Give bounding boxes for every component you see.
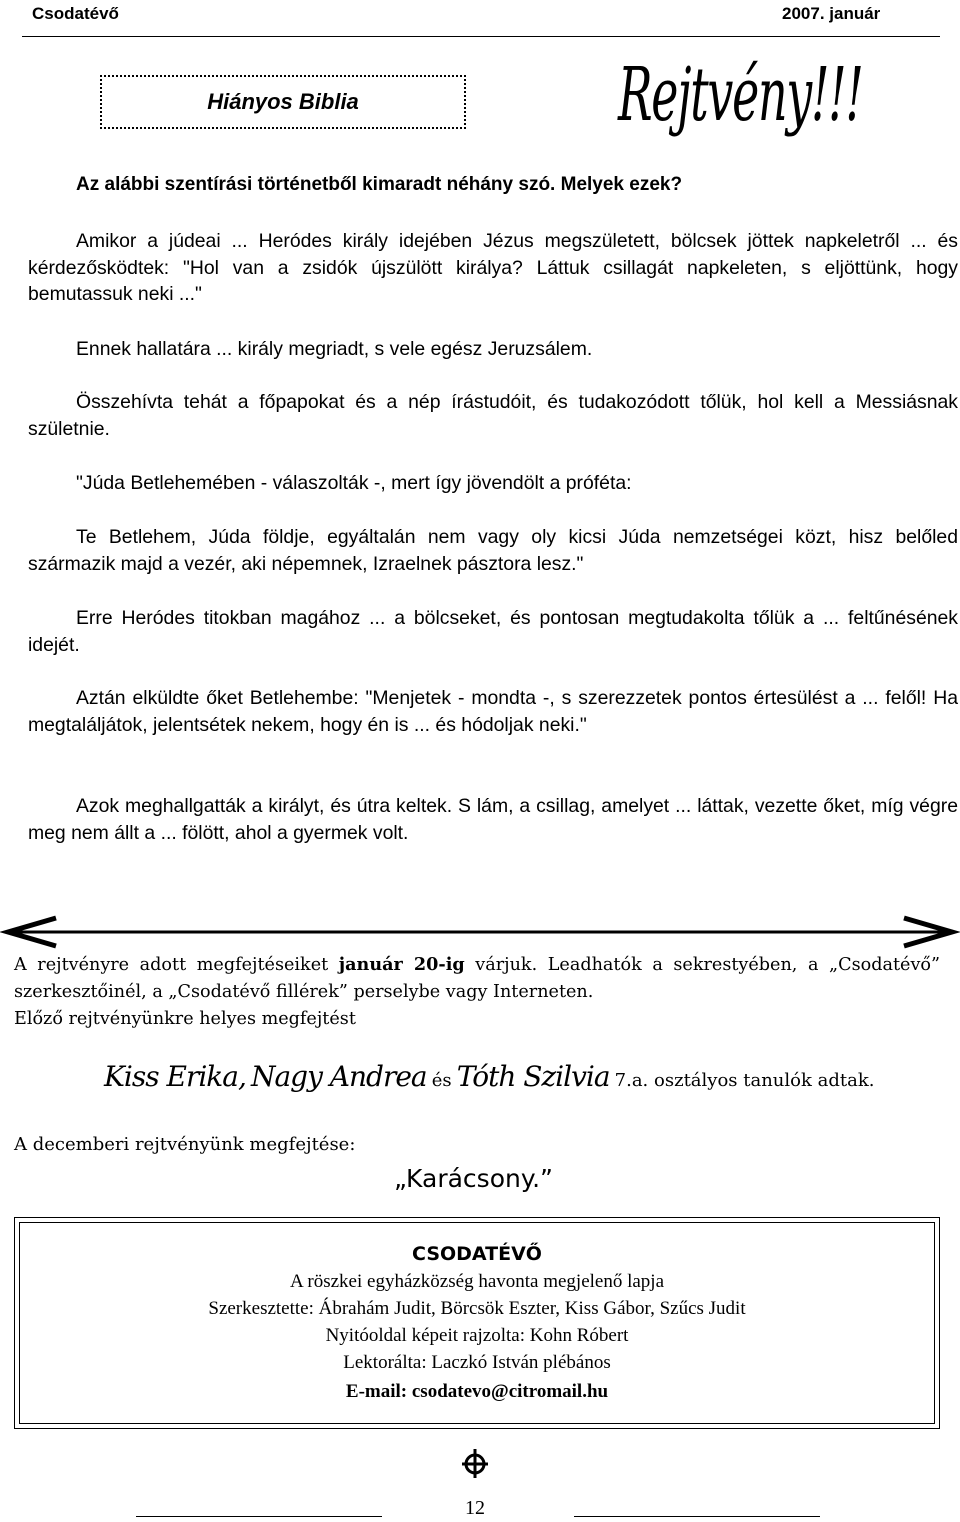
imprint-line: Szerkesztette: Ábrahám Judit, Börcsök Eszter, Kiss Gábor, Szűcs Judit xyxy=(208,1298,746,1319)
december-solution-label: A decemberi rejtvényünk megfejtése: xyxy=(14,1134,356,1155)
header-publication: Csodatévő xyxy=(32,4,119,23)
submission-notice xyxy=(14,951,940,1033)
notice-text: várjuk. Leadhatók a sekrestyében, a „Csodatévő” szerkesztőinél, a „Csodatévő fillérek” perselybe vagy Interneten. xyxy=(14,955,940,1002)
header-date: 2007. január xyxy=(782,4,881,23)
story-paragraph: "Júda Betlehemében - válaszolták -, mert így jövendölt a próféta: xyxy=(76,472,632,494)
header-rule xyxy=(22,36,940,37)
story-paragraph: Ennek hallatára ... király megriadt, s vele egész Jeruzsálem. xyxy=(76,338,593,360)
notice-text: A rejtvényre adott megfejtéseiket xyxy=(14,955,329,975)
winners-line xyxy=(104,1060,874,1093)
winner-name: Tóth Szilvia xyxy=(456,1060,610,1093)
story-paragraph: Aztán elküldte őket Betlehembe: "Menjetek - mondta -, s szerezzetek pontos értesülést a ... felől! Ha megtaláljátok, jelentsétek nekem, hogy én is ... és hódoljak neki." xyxy=(28,687,958,736)
imprint-inner xyxy=(19,1222,935,1424)
page-number: 12 xyxy=(465,1497,485,1519)
cross-icon xyxy=(459,1447,491,1479)
imprint-line: Nyitóoldal képeit rajzolta: Kohn Róbert xyxy=(325,1325,629,1346)
winner-name: Nagy Andrea xyxy=(250,1060,427,1093)
section-title: Hiányos Biblia xyxy=(207,89,359,114)
section-title-box xyxy=(100,75,466,129)
story-paragraph: Azok meghallgatták a királyt, és útra keltek. S lám, a csillag, amelyet ... láttak, vezette őket, míg végre meg nem állt a ... fölött, ahol a gyermek volt. xyxy=(28,795,958,844)
winner-conjunction: és xyxy=(431,1070,452,1091)
winners-class: 7.a. osztályos tanulók adtak. xyxy=(614,1070,875,1091)
deadline: január 20-ig xyxy=(338,954,465,975)
imprint-box xyxy=(14,1217,940,1429)
story-paragraph: Amikor a júdeai ... Heródes király idejében Jézus megszületett, bölcsek jöttek napkeletről ... és kérdezősködtek: "Hol van a zsidók újszülött királya? Láttuk csillagát napkeleten, s eljöttünk, hogy bemutassuk neki ..." xyxy=(28,230,958,305)
puzzle-heading: Rejtvény!!! xyxy=(618,52,863,138)
story-paragraph: Összehívta tehát a főpapokat és a nép írástudóit, és tudakozódott tőlük, hol kell a Messiásnak születnie. xyxy=(28,391,958,440)
imprint-line: A röszkei egyházközség havonta megjelenő lapja xyxy=(289,1271,665,1292)
december-solution: „Karácsony.” xyxy=(394,1164,553,1193)
imprint-title: CSODATÉVŐ xyxy=(412,1243,542,1265)
story-paragraph: Erre Heródes titokban magához ... a bölcseket, és pontosan megtudakolta tőlük a ... feltűnésének idejét. xyxy=(28,607,958,656)
winner-name: Kiss Erika, xyxy=(104,1060,246,1093)
imprint-line: Lektorálta: Laczkó István plébános xyxy=(343,1352,611,1373)
intro-question: Az alábbi szentírási történetből kimaradt néhány szó. Melyek ezek? xyxy=(76,174,683,195)
page-rule-right xyxy=(574,1516,820,1517)
story-paragraph: Te Betlehem, Júda földje, egyáltalán nem vagy oly kicsi Júda nemzetségei közt, hisz belőled származik majd a vezér, aki népemnek, Izraelnek pásztora lesz." xyxy=(28,526,958,575)
previous-winners-label: Előző rejtvényünkre helyes megfejtést xyxy=(14,1009,356,1029)
imprint-email: E-mail: csodatevo@citromail.hu xyxy=(345,1381,609,1402)
double-arrow-divider xyxy=(0,912,960,952)
page-rule-left xyxy=(136,1516,382,1517)
